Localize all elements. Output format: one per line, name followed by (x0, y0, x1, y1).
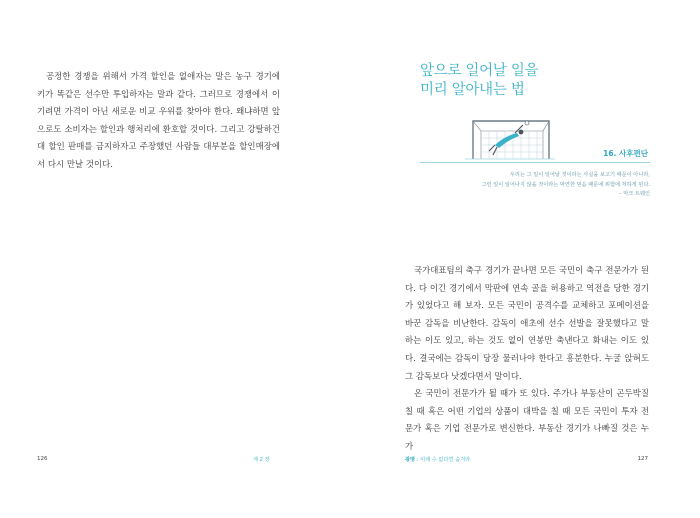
epigraph (420, 171, 650, 200)
left-body-text (37, 68, 280, 174)
left-running-head: 제 2 장 (253, 457, 270, 463)
chapter-title (420, 62, 538, 100)
right-paragraph: 온 국민이 전문가가 될 때가 또 있다. 주가나 부동산이 곤두박질칠 때 혹은 어떤 기업의 상품이 대박을 칠 때 모든 국민이 투자 전문가 혹은 기업 전문가로 변신한다. 부동산 경기가 나빠질 것은 누가 (405, 388, 649, 451)
chapter-divider (420, 162, 650, 163)
epigraph-author: – 마크 트웨인 (619, 191, 650, 197)
right-page (350, 0, 700, 518)
epigraph-line-1: 우리는 그 일이 일어날 것이라는 사실을 보고기 때문이 아니라, (509, 172, 650, 178)
chapter-title-line-2: 미리 알아내는 법 (420, 82, 525, 98)
left-page-number: 126 (37, 456, 48, 462)
left-paragraph: 공정한 경쟁을 위해서 가격 할인을 없애자는 말은 농구 경기에 키가 똑같은 선수만 투입하자는 말과 같다. 그러므로 경쟁에서 이기려면 가격이 아닌 새로운 비교 우위를 찾아야 한다. 왜냐하면 앞으로도 소비자는 할인과 행처리에 환호할 것이다. 그리고 강탈하건대 할인 판매를 금지하자고 주장했던 사람들 대부분을 할인매장에서 다시 만날 것이다. (37, 71, 280, 169)
goalkeeper-illustration (465, 111, 555, 161)
running-head-text: : 미래 수 없다면 숨겨라 (415, 457, 471, 463)
chapter-title-line-1: 앞으로 일어날 일을 (420, 63, 539, 79)
chapter-number: 16. 사후편단 (603, 149, 648, 158)
right-running-head (405, 456, 470, 463)
epigraph-line-2: 그런 일이 일어나지 않을 것이라는 막연한 믿음 때문에 위험에 처하게 된다. (481, 181, 650, 188)
right-body-text (405, 262, 649, 456)
running-head-label: 광명 (405, 457, 416, 463)
right-paragraph: 국가대표팀의 축구 경기가 끝나면 모든 국민이 축구 전문가가 된다. 다 이긴 경기에서 막판에 연속 골을 허용하고 역전을 당한 경기가 있었다고 해 보자. 모든 국민이 공격수를 교체하고 포메이션을 바꾼 감독을 비난한다. 감독이 애초에 선수 선발을 잘못했다고 말하는 이도 있고, 하는 것도 없이 연봉만 축낸다고 화내는 이도 있다. 결국에는 감독이 당장 물러나야 한다고 흥분한다. 누굴 앉혀도 그 감독보다 낫겠다면서 말이다. (405, 265, 649, 381)
right-page-number: 127 (637, 456, 648, 462)
